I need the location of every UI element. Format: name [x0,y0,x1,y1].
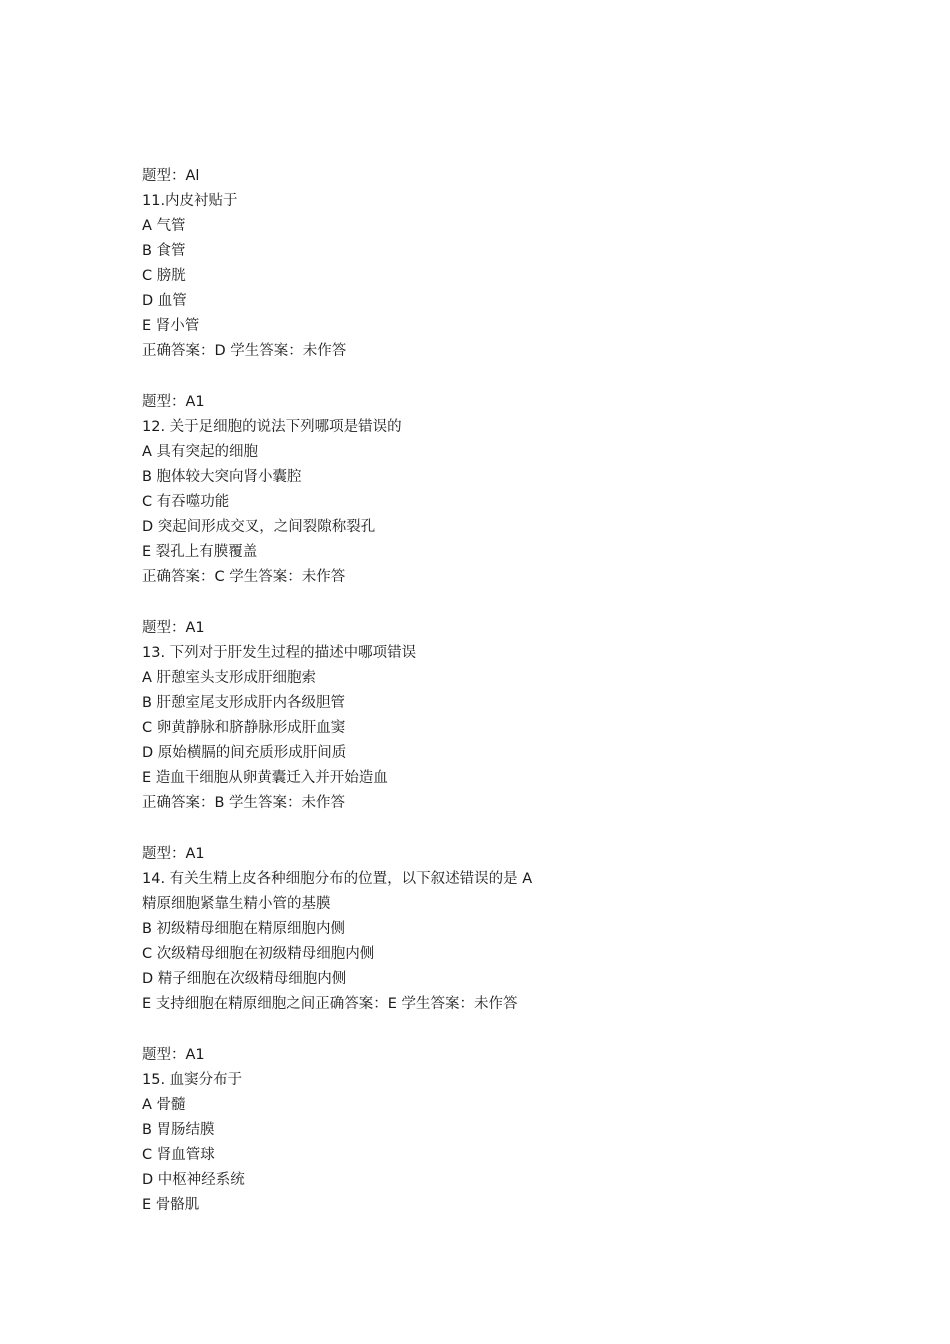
option-e-and-answer: E 支持细胞在精原细胞之间正确答案：E 学生答案：未作答 [142,996,518,1012]
option-b: B 肝憩室尾支形成肝内各级胆管 [142,695,346,711]
question-stem-line-1: 14. 有关生精上皮各种细胞分布的位置，以下叙述错误的是 A [142,871,533,887]
question-11 [142,164,582,364]
option-c: C 肾血管球 [142,1147,215,1163]
question-stem: 15. 血窦分布于 [142,1072,243,1088]
question-type: 题型：A1 [142,620,205,636]
question-stem: 13. 下列对于肝发生过程的描述中哪项错误 [142,645,417,661]
question-type: 题型：A1 [142,394,205,410]
option-c: C 膀胱 [142,268,186,284]
option-a: A 肝憩室头支形成肝细胞索 [142,670,317,686]
question-15 [142,1043,582,1218]
option-b: B 胞体较大突向肾小囊腔 [142,469,302,485]
option-e: E 骨骼肌 [142,1197,200,1213]
option-a: A 具有突起的细胞 [142,444,259,460]
option-d: D 原始横膈的间充质形成肝间质 [142,745,347,761]
answer-line: 正确答案：C 学生答案：未作答 [142,569,346,585]
option-c: C 次级精母细胞在初级精母细胞内侧 [142,946,375,962]
question-stem-line-2: 精原细胞紧靠生精小管的基膜 [142,896,331,912]
option-e: E 造血干细胞从卵黄囊迁入并开始造血 [142,770,388,786]
answer-line: 正确答案：B 学生答案：未作答 [142,795,346,811]
option-c: C 有吞噬功能 [142,494,230,510]
answer-line: 正确答案：D 学生答案：未作答 [142,343,347,359]
option-a: A 气管 [142,218,186,234]
option-b: B 胃肠结膜 [142,1122,215,1138]
option-b: B 初级精母细胞在精原细胞内侧 [142,921,346,937]
question-stem: 11.内皮衬贴于 [142,193,238,209]
question-type: 题型：Al [142,168,200,184]
option-e: E 肾小管 [142,318,200,334]
option-d: D 突起间形成交叉，之间裂隙称裂孔 [142,519,376,535]
question-12 [142,390,582,590]
option-a: A 骨髓 [142,1097,186,1113]
option-d: D 血管 [142,293,187,309]
option-d: D 中枢神经系统 [142,1172,245,1188]
option-d: D 精子细胞在次级精母细胞内侧 [142,971,347,987]
question-14 [142,842,582,1017]
option-e: E 裂孔上有膜覆盖 [142,544,258,560]
question-stem: 12. 关于足细胞的说法下列哪项是错误的 [142,419,402,435]
question-type: 题型：A1 [142,846,205,862]
question-type: 题型：A1 [142,1047,205,1063]
option-c: C 卵黄静脉和脐静脉形成肝血窦 [142,720,346,736]
question-13 [142,616,582,816]
option-b: B 食管 [142,243,186,259]
document-page [142,164,582,1218]
